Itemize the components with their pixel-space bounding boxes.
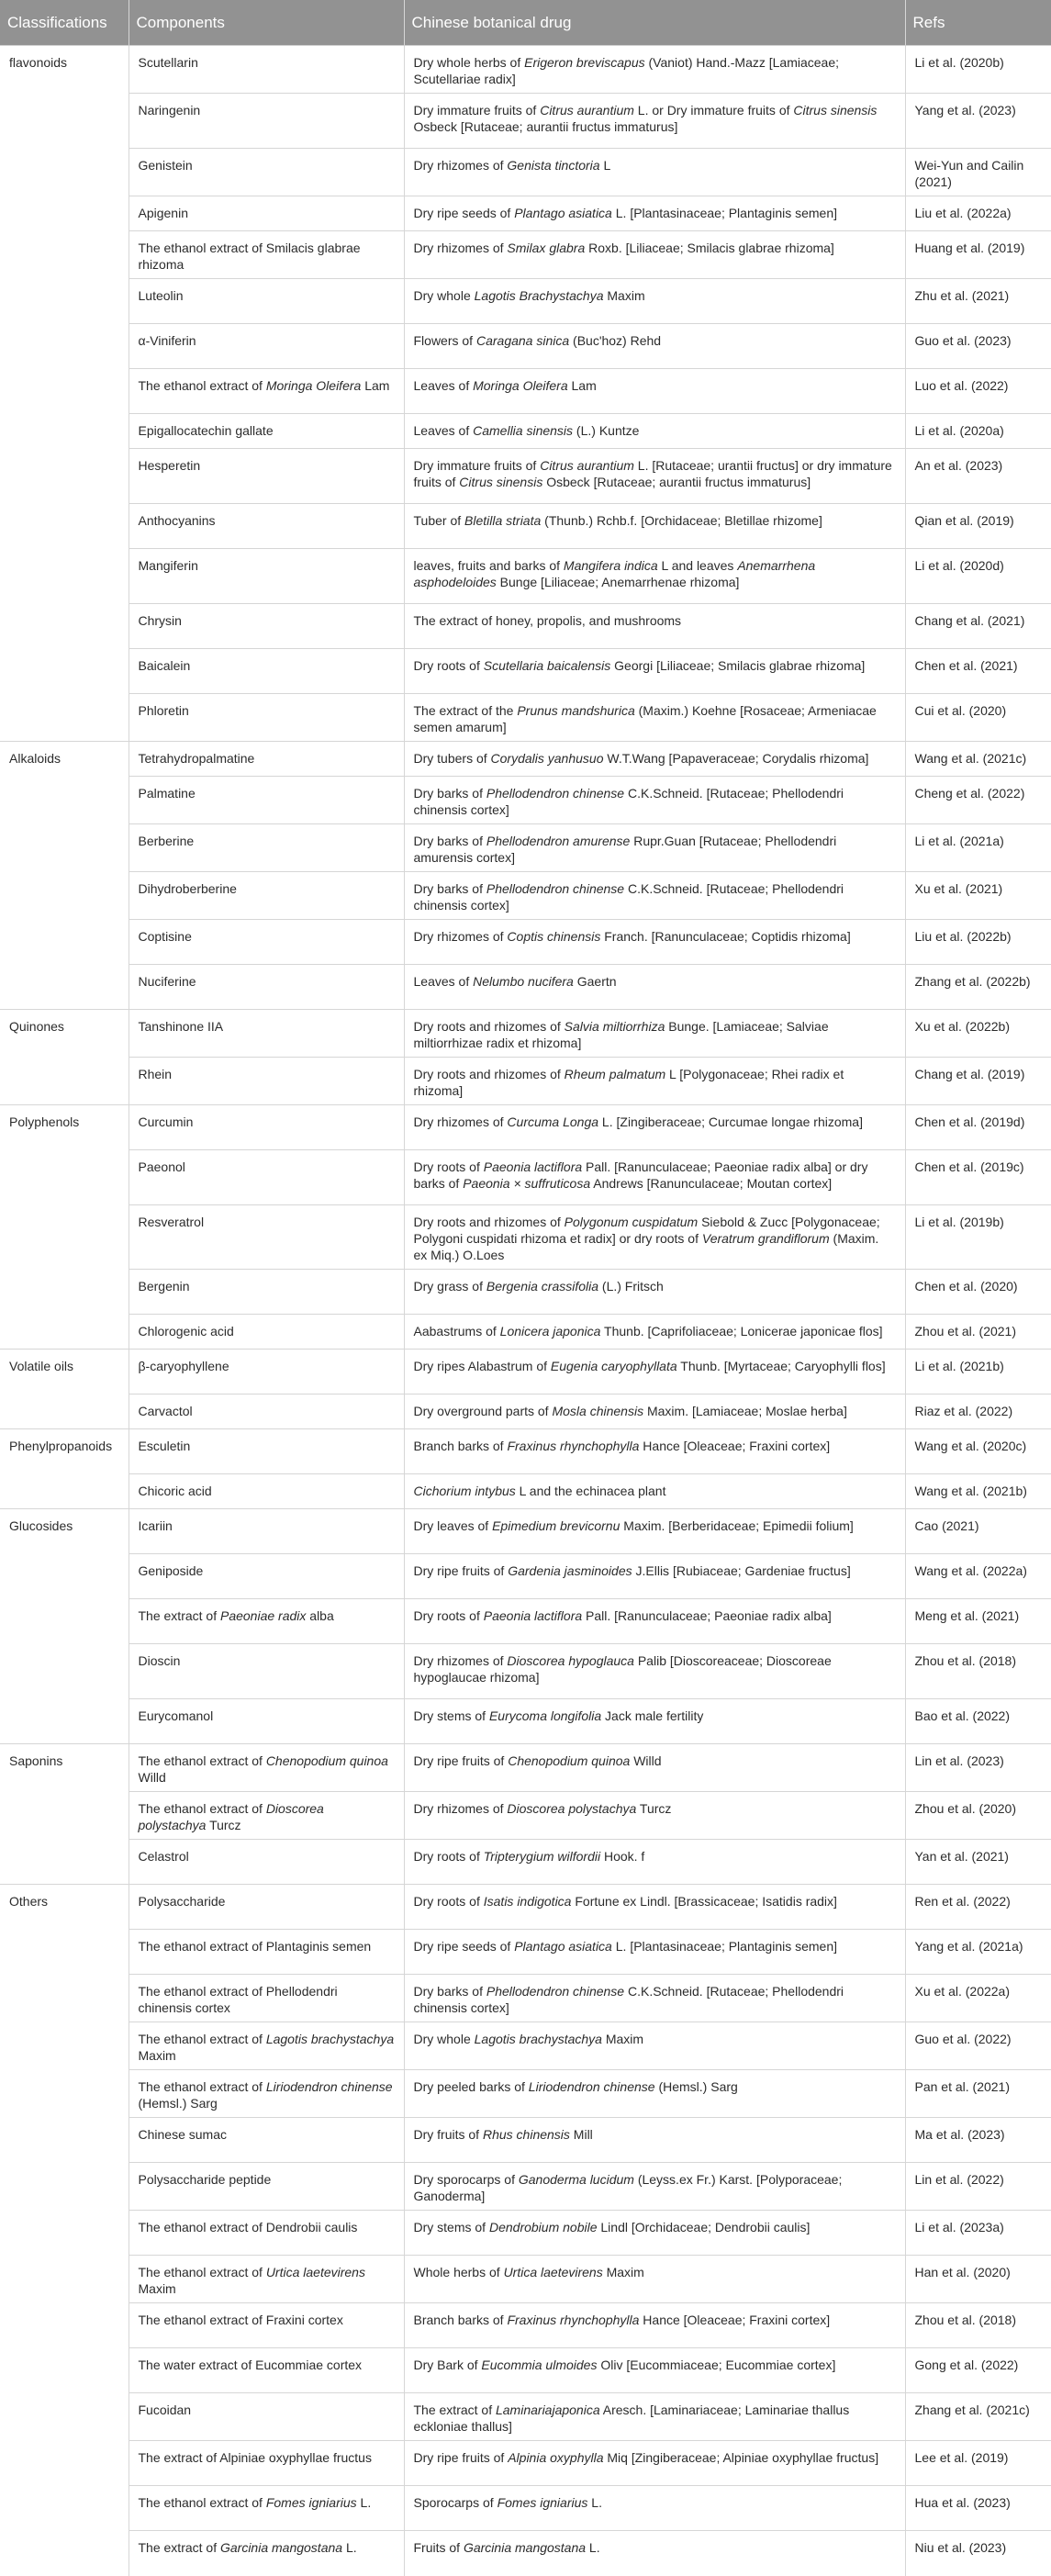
component-cell: The water extract of Eucommiae cortex <box>129 2348 404 2393</box>
ref-cell: Wang et al. (2021c) <box>905 742 1051 777</box>
botanical-drug-cell: Branch barks of Fraxinus rhynchophylla Hance [Oleaceae; Fraxini cortex] <box>404 2303 905 2348</box>
botanical-drug-cell: Dry peeled barks of Liriodendron chinense (Hemsl.) Sarg <box>404 2070 905 2118</box>
component-cell: Berberine <box>129 824 404 872</box>
ref-cell: Zhou et al. (2018) <box>905 2303 1051 2348</box>
ref-cell: Li et al. (2020a) <box>905 414 1051 449</box>
classification-cell <box>0 1058 129 1105</box>
table-row <box>0 2393 1051 2441</box>
botanical-drug-cell: Tuber of Bletilla striata (Thunb.) Rchb.f. [Orchidaceae; Bletillae rhizome] <box>404 504 905 549</box>
table-row <box>0 1699 1051 1744</box>
component-cell: Chlorogenic acid <box>129 1315 404 1350</box>
table-row <box>0 196 1051 231</box>
component-cell: Icariin <box>129 1509 404 1554</box>
table-row <box>0 94 1051 149</box>
component-cell: The ethanol extract of Urtica laetevirens Maxim <box>129 2256 404 2303</box>
table-row <box>0 2211 1051 2256</box>
classification-cell: Alkaloids <box>0 742 129 777</box>
ref-cell: Chang et al. (2021) <box>905 604 1051 649</box>
classification-cell <box>0 1792 129 1840</box>
classification-cell <box>0 824 129 872</box>
classification-cell <box>0 1394 129 1429</box>
classification-cell <box>0 504 129 549</box>
header-refs: Refs <box>905 0 1051 46</box>
table-row <box>0 604 1051 649</box>
classification-cell <box>0 1150 129 1205</box>
component-cell: Chinese sumac <box>129 2118 404 2163</box>
ref-cell: Ren et al. (2022) <box>905 1885 1051 1930</box>
botanical-drug-cell: Dry roots of Paeonia lactiflora Pall. [Ranunculaceae; Paeoniae radix alba] or dry barks of Paeonia × suffruticosa Andrews [Ranunculaceae; Moutan cortex] <box>404 1150 905 1205</box>
table-row <box>0 694 1051 742</box>
botanical-drug-cell: Dry tubers of Corydalis yanhusuo W.T.Wang [Papaveraceae; Corydalis rhizoma] <box>404 742 905 777</box>
component-cell: Polysaccharide <box>129 1885 404 1930</box>
ref-cell: Cui et al. (2020) <box>905 694 1051 742</box>
classification-cell <box>0 1205 129 1270</box>
ref-cell: Huang et al. (2019) <box>905 231 1051 279</box>
table-header <box>0 0 1051 46</box>
ref-cell: Lin et al. (2022) <box>905 2163 1051 2211</box>
botanical-drug-cell: The extract of Laminariajaponica Aresch. [Laminariaceae; Laminariae thallus eckloniae thallus] <box>404 2393 905 2441</box>
table-row <box>0 2441 1051 2486</box>
botanical-drug-cell: leaves, fruits and barks of Mangifera indica L and leaves Anemarrhena asphodeloides Bunge [Liliaceae; Anemarrhenae rhizoma] <box>404 549 905 604</box>
component-cell: Curcumin <box>129 1105 404 1150</box>
classification-cell <box>0 872 129 920</box>
classification-cell <box>0 777 129 824</box>
classification-cell <box>0 649 129 694</box>
ref-cell: Ma et al. (2023) <box>905 2118 1051 2163</box>
ref-cell: Lin et al. (2023) <box>905 1744 1051 1792</box>
component-cell: The ethanol extract of Moringa Oleifera Lam <box>129 369 404 414</box>
ref-cell: Guo et al. (2022) <box>905 2022 1051 2070</box>
ref-cell: Xu et al. (2022b) <box>905 1010 1051 1058</box>
ref-cell: Li et al. (2023a) <box>905 2211 1051 2256</box>
component-cell: The ethanol extract of Plantaginis semen <box>129 1930 404 1975</box>
table-row <box>0 46 1051 94</box>
classification-cell <box>0 920 129 965</box>
classification-cell <box>0 449 129 504</box>
ref-cell: Chen et al. (2020) <box>905 1270 1051 1315</box>
component-cell: The ethanol extract of Dioscorea polystachya Turcz <box>129 1792 404 1840</box>
classification-cell <box>0 2441 129 2486</box>
table-row <box>0 965 1051 1010</box>
component-cell: Carvactol <box>129 1394 404 1429</box>
botanical-drug-cell: Dry rhizomes of Smilax glabra Roxb. [Liliaceae; Smilacis glabrae rhizoma] <box>404 231 905 279</box>
table-row <box>0 1350 1051 1394</box>
component-cell: Esculetin <box>129 1429 404 1474</box>
botanical-drug-cell: Aabastrums of Lonicera japonica Thunb. [Caprifoliaceae; Lonicerae japonicae flos] <box>404 1315 905 1350</box>
botanical-drug-cell: Dry rhizomes of Coptis chinensis Franch. [Ranunculaceae; Coptidis rhizoma] <box>404 920 905 965</box>
table-row <box>0 1885 1051 1930</box>
botanical-drug-cell: Dry roots and rhizomes of Rheum palmatum L [Polygonaceae; Rhei radix et rhizoma] <box>404 1058 905 1105</box>
ref-cell: Li et al. (2020d) <box>905 549 1051 604</box>
ref-cell: Meng et al. (2021) <box>905 1599 1051 1644</box>
ref-cell: Han et al. (2020) <box>905 2256 1051 2303</box>
component-cell: The ethanol extract of Smilacis glabrae rhizoma <box>129 231 404 279</box>
component-cell: Mangiferin <box>129 549 404 604</box>
classification-cell <box>0 2348 129 2393</box>
component-cell: Hesperetin <box>129 449 404 504</box>
ref-cell: Yan et al. (2021) <box>905 1840 1051 1885</box>
ref-cell: Li et al. (2019b) <box>905 1205 1051 1270</box>
classification-cell <box>0 694 129 742</box>
botanical-drug-cell: Dry roots of Paeonia lactiflora Pall. [Ranunculaceae; Paeoniae radix alba] <box>404 1599 905 1644</box>
botanical-drug-cell: Dry ripe fruits of Chenopodium quinoa Willd <box>404 1744 905 1792</box>
table-row <box>0 824 1051 872</box>
ref-cell: Cheng et al. (2022) <box>905 777 1051 824</box>
ref-cell: Gong et al. (2022) <box>905 2348 1051 2393</box>
ref-cell: Wang et al. (2021b) <box>905 1474 1051 1509</box>
component-cell: Anthocyanins <box>129 504 404 549</box>
table-row <box>0 872 1051 920</box>
table-row <box>0 742 1051 777</box>
component-cell: Eurycomanol <box>129 1699 404 1744</box>
ref-cell: Guo et al. (2023) <box>905 324 1051 369</box>
botanical-drug-cell: Cichorium intybus L and the echinacea plant <box>404 1474 905 1509</box>
ref-cell: Liu et al. (2022b) <box>905 920 1051 965</box>
ref-cell: Xu et al. (2022a) <box>905 1975 1051 2022</box>
table-row <box>0 2531 1051 2576</box>
botanical-drug-cell: Dry roots and rhizomes of Polygonum cuspidatum Siebold & Zucc [Polygonaceae; Polygoni cuspidati rhizoma et radix] or dry roots of Veratrum grandiflorum (Maxim. ex Miq.) O.Loes <box>404 1205 905 1270</box>
table-row <box>0 777 1051 824</box>
ref-cell: Zhu et al. (2021) <box>905 279 1051 324</box>
classification-cell: flavonoids <box>0 46 129 94</box>
classification-cell <box>0 2118 129 2163</box>
classification-cell <box>0 1599 129 1644</box>
ref-cell: Yang et al. (2023) <box>905 94 1051 149</box>
component-cell: Chicoric acid <box>129 1474 404 1509</box>
ref-cell: Liu et al. (2022a) <box>905 196 1051 231</box>
table-row <box>0 649 1051 694</box>
botanical-drug-cell: Leaves of Camellia sinensis (L.) Kuntze <box>404 414 905 449</box>
table-row <box>0 2486 1051 2531</box>
ref-cell: Lee et al. (2019) <box>905 2441 1051 2486</box>
component-cell: The extract of Paeoniae radix alba <box>129 1599 404 1644</box>
table-row <box>0 231 1051 279</box>
component-cell: Luteolin <box>129 279 404 324</box>
component-cell: Genistein <box>129 149 404 196</box>
table-body <box>0 46 1051 2576</box>
component-cell: Rhein <box>129 1058 404 1105</box>
botanical-drug-cell: Dry barks of Phellodendron chinense C.K.Schneid. [Rutaceae; Phellodendri chinensis cortex] <box>404 872 905 920</box>
table-row <box>0 504 1051 549</box>
botanical-drug-cell: Dry roots and rhizomes of Salvia miltiorrhiza Bunge. [Lamiaceae; Salviae miltiorrhizae radix et rhizoma] <box>404 1010 905 1058</box>
botanical-drug-cell: Dry fruits of Rhus chinensis Mill <box>404 2118 905 2163</box>
table-row <box>0 1105 1051 1150</box>
table-row <box>0 1058 1051 1105</box>
table-row <box>0 324 1051 369</box>
component-cell: Palmatine <box>129 777 404 824</box>
classification-cell <box>0 1315 129 1350</box>
ref-cell: Li et al. (2021b) <box>905 1350 1051 1394</box>
classification-cell <box>0 2211 129 2256</box>
component-cell: β-caryophyllene <box>129 1350 404 1394</box>
table-row <box>0 414 1051 449</box>
botanical-drug-cell: Dry barks of Phellodendron amurense Rupr.Guan [Rutaceae; Phellodendri amurensis cortex] <box>404 824 905 872</box>
botanical-drug-cell: Dry whole Lagotis Brachystachya Maxim <box>404 279 905 324</box>
ref-cell: Li et al. (2020b) <box>905 46 1051 94</box>
table-row <box>0 2163 1051 2211</box>
component-cell: Resveratrol <box>129 1205 404 1270</box>
table-row <box>0 369 1051 414</box>
classification-cell <box>0 1975 129 2022</box>
botanical-drug-cell: Dry Bark of Eucommia ulmoides Oliv [Eucommiaceae; Eucommiae cortex] <box>404 2348 905 2393</box>
classification-cell <box>0 549 129 604</box>
classification-cell <box>0 2531 129 2576</box>
table-row <box>0 1315 1051 1350</box>
classification-cell <box>0 2486 129 2531</box>
component-cell: Dioscin <box>129 1644 404 1699</box>
botanical-drug-cell: The extract of the Prunus mandshurica (Maxim.) Koehne [Rosaceae; Armeniacae semen amarum] <box>404 694 905 742</box>
table-row <box>0 2118 1051 2163</box>
classification-cell <box>0 1699 129 1744</box>
classification-cell <box>0 1474 129 1509</box>
table-row <box>0 2022 1051 2070</box>
component-cell: Coptisine <box>129 920 404 965</box>
classification-cell <box>0 414 129 449</box>
botanical-drug-cell: Branch barks of Fraxinus rhynchophylla Hance [Oleaceae; Fraxini cortex] <box>404 1429 905 1474</box>
table-row <box>0 1205 1051 1270</box>
botanical-drug-cell: Dry whole Lagotis brachystachya Maxim <box>404 2022 905 2070</box>
table-row <box>0 1599 1051 1644</box>
ref-cell: Wang et al. (2020c) <box>905 1429 1051 1474</box>
botanical-drug-cell: Dry rhizomes of Curcuma Longa L. [Zingiberaceae; Curcumae longae rhizoma] <box>404 1105 905 1150</box>
botanical-drug-cell: Dry ripe fruits of Gardenia jasminoides J.Ellis [Rubiaceae; Gardeniae fructus] <box>404 1554 905 1599</box>
botanical-drug-cell: Dry ripe seeds of Plantago asiatica L. [Plantasinaceae; Plantaginis semen] <box>404 196 905 231</box>
classification-cell <box>0 2070 129 2118</box>
botanical-drug-cell: Dry ripe fruits of Alpinia oxyphylla Miq [Zingiberaceae; Alpiniae oxyphyllae fructus] <box>404 2441 905 2486</box>
header-components: Components <box>129 0 404 46</box>
classification-cell <box>0 2256 129 2303</box>
botanical-drug-cell: Flowers of Caragana sinica (Buc'hoz) Rehd <box>404 324 905 369</box>
table-row <box>0 449 1051 504</box>
classification-cell <box>0 1644 129 1699</box>
component-cell: The ethanol extract of Phellodendri chinensis cortex <box>129 1975 404 2022</box>
table-row <box>0 1554 1051 1599</box>
component-cell: The ethanol extract of Fomes igniarius L. <box>129 2486 404 2531</box>
table-row <box>0 549 1051 604</box>
header-row <box>0 0 1051 46</box>
classification-cell: Volatile oils <box>0 1350 129 1394</box>
botanical-drug-cell: Leaves of Moringa Oleifera Lam <box>404 369 905 414</box>
table-row <box>0 1744 1051 1792</box>
table-row <box>0 1010 1051 1058</box>
ref-cell: Wang et al. (2022a) <box>905 1554 1051 1599</box>
component-cell: Nuciferine <box>129 965 404 1010</box>
classification-cell: Others <box>0 1885 129 1930</box>
ref-cell: Zhang et al. (2021c) <box>905 2393 1051 2441</box>
component-cell: Phloretin <box>129 694 404 742</box>
component-cell: The ethanol extract of Lagotis brachystachya Maxim <box>129 2022 404 2070</box>
classification-cell: Quinones <box>0 1010 129 1058</box>
table-row <box>0 149 1051 196</box>
component-cell: The ethanol extract of Fraxini cortex <box>129 2303 404 2348</box>
classification-cell: Saponins <box>0 1744 129 1792</box>
botanical-drug-cell: Dry barks of Phellodendron chinense C.K.Schneid. [Rutaceae; Phellodendri chinensis cortex] <box>404 1975 905 2022</box>
botanical-drug-cell: Dry stems of Eurycoma longifolia Jack male fertility <box>404 1699 905 1744</box>
ref-cell: Chen et al. (2019d) <box>905 1105 1051 1150</box>
botanical-drug-cell: Dry rhizomes of Dioscorea polystachya Turcz <box>404 1792 905 1840</box>
ref-cell: Pan et al. (2021) <box>905 2070 1051 2118</box>
header-chinese-botanical-drug: Chinese botanical drug <box>404 0 905 46</box>
component-cell: Naringenin <box>129 94 404 149</box>
component-cell: Tanshinone IIA <box>129 1010 404 1058</box>
classification-cell <box>0 1840 129 1885</box>
botanical-drug-cell: Dry roots of Isatis indigotica Fortune ex Lindl. [Brassicaceae; Isatidis radix] <box>404 1885 905 1930</box>
botanical-drug-cell: Dry grass of Bergenia crassifolia (L.) Fritsch <box>404 1270 905 1315</box>
table-row <box>0 1474 1051 1509</box>
botanical-drug-cell: Dry whole herbs of Erigeron breviscapus (Vaniot) Hand.-Mazz [Lamiaceae; Scutellariae radix] <box>404 46 905 94</box>
component-cell: Celastrol <box>129 1840 404 1885</box>
table-row <box>0 1975 1051 2022</box>
component-cell: Apigenin <box>129 196 404 231</box>
ref-cell: Qian et al. (2019) <box>905 504 1051 549</box>
botanical-drug-cell: Leaves of Nelumbo nucifera Gaertn <box>404 965 905 1010</box>
botanical-drug-cell: Dry roots of Tripterygium wilfordii Hook. f <box>404 1840 905 1885</box>
header-classifications: Classifications <box>0 0 129 46</box>
botanical-drug-cell: Dry sporocarps of Ganoderma lucidum (Leyss.ex Fr.) Karst. [Polyporaceae; Ganoderma] <box>404 2163 905 2211</box>
component-cell: Geniposide <box>129 1554 404 1599</box>
classification-cell: Polyphenols <box>0 1105 129 1150</box>
ref-cell: Cao (2021) <box>905 1509 1051 1554</box>
component-cell: α-Viniferin <box>129 324 404 369</box>
component-cell: Tetrahydropalmatine <box>129 742 404 777</box>
classification-cell <box>0 94 129 149</box>
table-row <box>0 1644 1051 1699</box>
botanical-drug-cell: Dry rhizomes of Genista tinctoria L <box>404 149 905 196</box>
classification-cell <box>0 965 129 1010</box>
component-cell: Epigallocatechin gallate <box>129 414 404 449</box>
botanical-drug-cell: The extract of honey, propolis, and mushrooms <box>404 604 905 649</box>
table-row <box>0 1930 1051 1975</box>
component-cell: Dihydroberberine <box>129 872 404 920</box>
component-cell: Fucoidan <box>129 2393 404 2441</box>
classification-cell: Glucosides <box>0 1509 129 1554</box>
classification-cell <box>0 149 129 196</box>
component-cell: Baicalein <box>129 649 404 694</box>
table-row <box>0 1429 1051 1474</box>
component-cell: The ethanol extract of Dendrobii caulis <box>129 2211 404 2256</box>
classification-cell <box>0 604 129 649</box>
ref-cell: Bao et al. (2022) <box>905 1699 1051 1744</box>
ref-cell: Niu et al. (2023) <box>905 2531 1051 2576</box>
ref-cell: Chen et al. (2019c) <box>905 1150 1051 1205</box>
ref-cell: Zhang et al. (2022b) <box>905 965 1051 1010</box>
ref-cell: Luo et al. (2022) <box>905 369 1051 414</box>
classification-cell <box>0 231 129 279</box>
classification-cell <box>0 1270 129 1315</box>
botanical-drug-cell: Dry ripe seeds of Plantago asiatica L. [Plantasinaceae; Plantaginis semen] <box>404 1930 905 1975</box>
botanical-drug-cell: Dry roots of Scutellaria baicalensis Georgi [Liliaceae; Smilacis glabrae rhizoma] <box>404 649 905 694</box>
classification-cell <box>0 2022 129 2070</box>
ref-cell: Zhou et al. (2021) <box>905 1315 1051 1350</box>
classification-cell <box>0 2303 129 2348</box>
table-row <box>0 2303 1051 2348</box>
classification-cell <box>0 324 129 369</box>
ref-cell: Chang et al. (2019) <box>905 1058 1051 1105</box>
component-cell: The extract of Alpiniae oxyphyllae fructus <box>129 2441 404 2486</box>
classification-cell <box>0 1930 129 1975</box>
botanical-drug-cell: Dry immature fruits of Citrus aurantium L. [Rutaceae; urantii fructus] or dry immature fruits of Citrus sinensis Osbeck [Rutaceae; aurantii fructus immaturus] <box>404 449 905 504</box>
botanical-drug-cell: Whole herbs of Urtica laetevirens Maxim <box>404 2256 905 2303</box>
classification-cell <box>0 196 129 231</box>
botanical-drug-cell: Dry rhizomes of Dioscorea hypoglauca Palib [Dioscoreaceae; Dioscoreae hypoglaucae rhizoma] <box>404 1644 905 1699</box>
component-cell: Scutellarin <box>129 46 404 94</box>
table-row <box>0 2256 1051 2303</box>
classification-cell <box>0 1554 129 1599</box>
table-row <box>0 2070 1051 2118</box>
table-row <box>0 1150 1051 1205</box>
table-row <box>0 2348 1051 2393</box>
ref-cell: Chen et al. (2021) <box>905 649 1051 694</box>
classification-cell: Phenylpropanoids <box>0 1429 129 1474</box>
table-row <box>0 1394 1051 1429</box>
ref-cell: Xu et al. (2021) <box>905 872 1051 920</box>
botanical-drug-cell: Dry ripes Alabastrum of Eugenia caryophyllata Thunb. [Myrtaceae; Caryophylli flos] <box>404 1350 905 1394</box>
ref-cell: Li et al. (2021a) <box>905 824 1051 872</box>
botanical-drug-cell: Dry overground parts of Mosla chinensis Maxim. [Lamiaceae; Moslae herba] <box>404 1394 905 1429</box>
table-row <box>0 1509 1051 1554</box>
ref-cell: Yang et al. (2021a) <box>905 1930 1051 1975</box>
ref-cell: Zhou et al. (2020) <box>905 1792 1051 1840</box>
botanical-drug-cell: Dry stems of Dendrobium nobile Lindl [Orchidaceae; Dendrobii caulis] <box>404 2211 905 2256</box>
component-cell: The ethanol extract of Chenopodium quinoa Willd <box>129 1744 404 1792</box>
table-row <box>0 1792 1051 1840</box>
table-row <box>0 1840 1051 1885</box>
component-cell: Polysaccharide peptide <box>129 2163 404 2211</box>
ref-cell: Zhou et al. (2018) <box>905 1644 1051 1699</box>
component-cell: Bergenin <box>129 1270 404 1315</box>
ref-cell: Wei-Yun and Cailin (2021) <box>905 149 1051 196</box>
classification-cell <box>0 369 129 414</box>
table-row <box>0 920 1051 965</box>
component-cell: The extract of Garcinia mangostana L. <box>129 2531 404 2576</box>
ref-cell: An et al. (2023) <box>905 449 1051 504</box>
botanical-drug-cell: Sporocarps of Fomes igniarius L. <box>404 2486 905 2531</box>
component-cell: Paeonol <box>129 1150 404 1205</box>
botanical-drug-cell: Fruits of Garcinia mangostana L. <box>404 2531 905 2576</box>
ref-cell: Hua et al. (2023) <box>905 2486 1051 2531</box>
classification-cell <box>0 279 129 324</box>
botanical-drug-cell: Dry barks of Phellodendron chinense C.K.Schneid. [Rutaceae; Phellodendri chinensis cortex] <box>404 777 905 824</box>
component-cell: Chrysin <box>129 604 404 649</box>
classification-cell <box>0 2393 129 2441</box>
table-row <box>0 279 1051 324</box>
botanical-drug-cell: Dry immature fruits of Citrus aurantium L. or Dry immature fruits of Citrus sinensis Osbeck [Rutaceae; aurantii fructus immaturus] <box>404 94 905 149</box>
table-row <box>0 1270 1051 1315</box>
botanical-drug-cell: Dry leaves of Epimedium brevicornu Maxim. [Berberidaceae; Epimedii folium] <box>404 1509 905 1554</box>
classification-cell <box>0 2163 129 2211</box>
component-cell: The ethanol extract of Liriodendron chinense (Hemsl.) Sarg <box>129 2070 404 2118</box>
ref-cell: Riaz et al. (2022) <box>905 1394 1051 1429</box>
